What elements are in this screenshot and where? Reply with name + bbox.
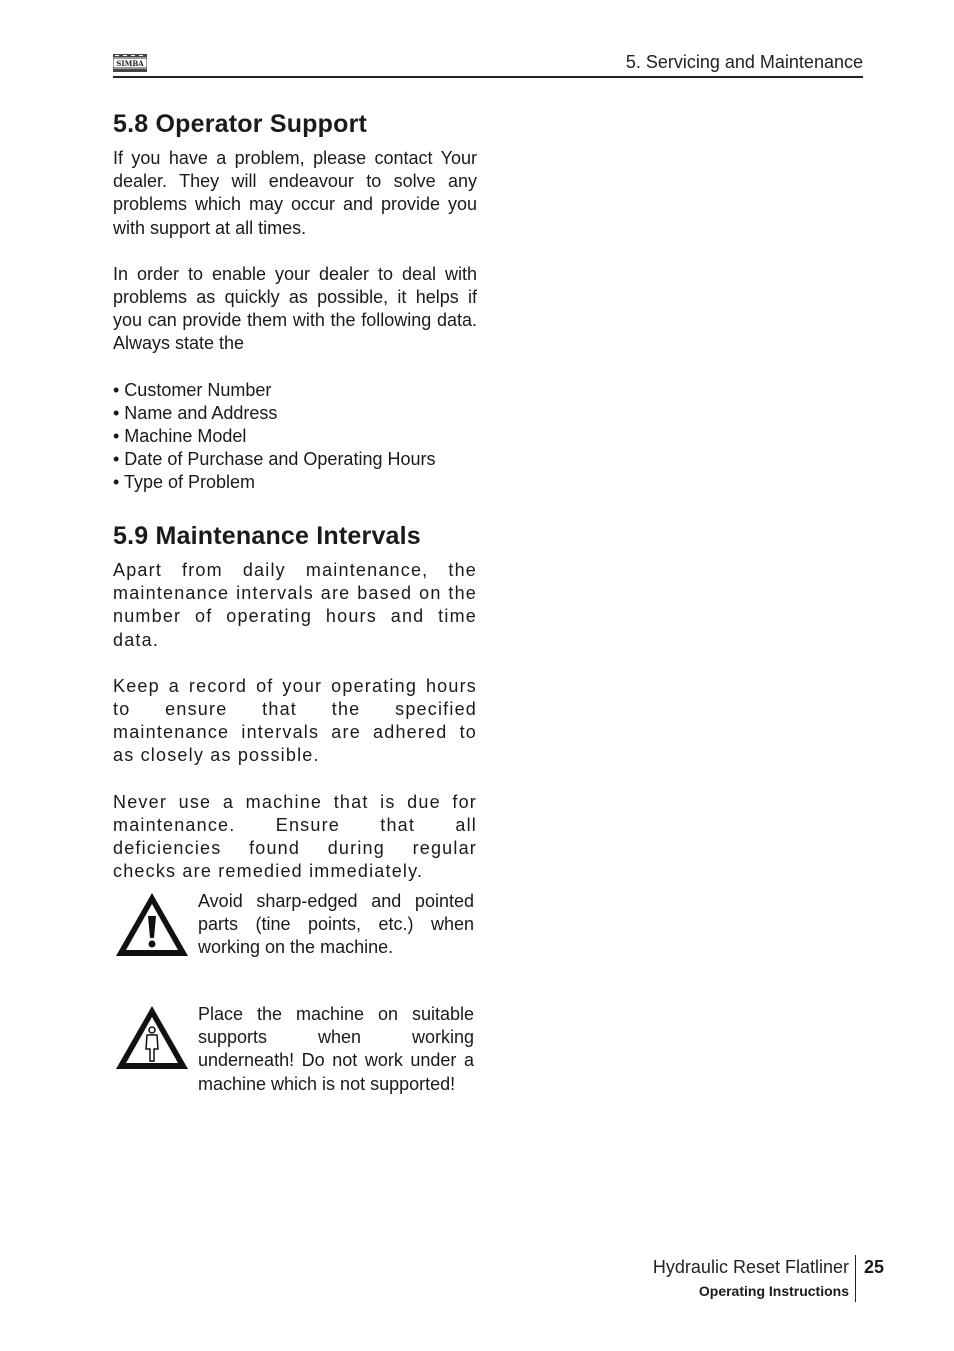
operator-support-para2: In order to enable your dealer to deal with problems as quickly as possible, it helps if you can provide them with the following data. Always state the [113,263,477,354]
page-footer [653,1255,856,1302]
simba-logo [113,54,147,72]
maintenance-para3: Never use a machine that is due for maintenance. Ensure that all deficiencies found during regular checks are remedied immediately. [113,791,477,882]
warning-text: Avoid sharp-edged and pointed parts (tine points, etc.) when working on the machine. [198,891,474,958]
maintenance-para1: Apart from daily maintenance, the maintenance intervals are based on the number of operating hours and time data. [113,560,477,650]
warning-text: Place the machine on suitable supports when working underneath! Do not work under a machine which is not supported! [198,1004,474,1094]
footer-product-title: Hydraulic Reset Flatliner [653,1255,856,1280]
section-title: 5. Servicing and Maintenance [625,52,863,72]
maintenance-intervals-heading: 5.9 Maintenance Intervals [113,522,421,550]
maintenance-para2: Keep a record of your operating hours to ensure that the specified maintenance intervals are adhered to as closely as possible. [113,675,477,766]
list-item: • Machine Model [113,426,247,447]
operator-support-para1: If you have a problem, please contact Your dealer. They will endeavour to solve any problems which may occur and provide you with support at all times. [113,148,477,238]
list-item: • Date of Purchase and Operating Hours [113,449,436,470]
list-item: • Customer Number [113,379,272,400]
page-header [113,50,863,78]
list-item: • Type of Problem [113,472,256,493]
support-data-list [113,379,477,495]
list-item: • Name and Address [113,402,278,423]
footer-subtitle: Operating Instructions [653,1280,856,1302]
operator-support-heading: 5.8 Operator Support [113,110,368,138]
exclamation-warning-icon [113,890,191,958]
svg-text:SIMBA: SIMBA [116,59,144,68]
person-warning-icon [113,1003,191,1071]
page-number: 25 [864,1257,885,1277]
operator-support-section [113,110,477,495]
maintenance-intervals-section [113,522,477,883]
